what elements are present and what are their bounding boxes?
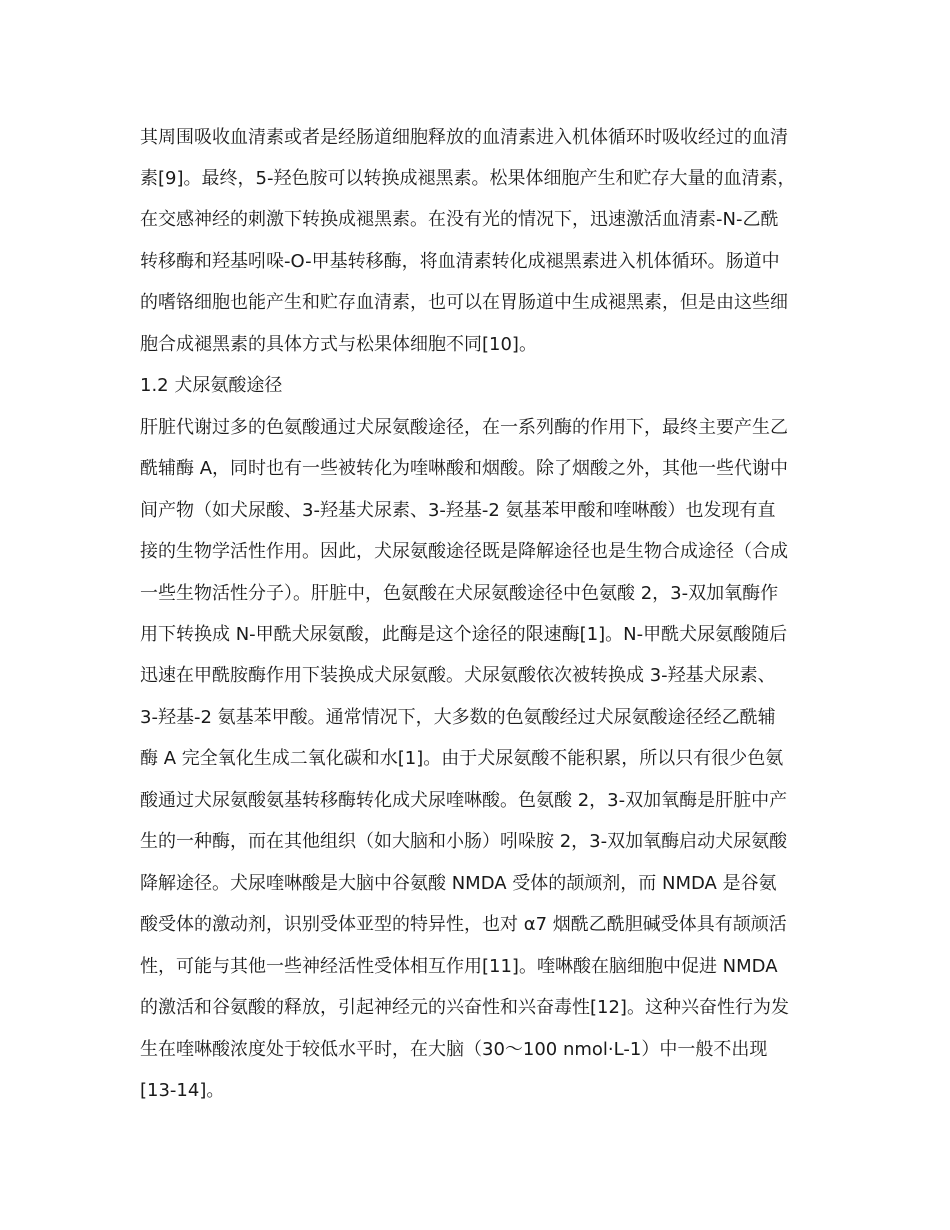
text-line: 胞合成褪黑素的具体方式与松果体细胞不同[10]。 <box>140 334 537 355</box>
text-line: 性，可能与其他一些神经活性受体相互作用[11]。喹啉酸在脑细胞中促进 NMDA <box>140 956 778 977</box>
text-line: 的嗜铬细胞也能产生和贮存血清素，也可以在胃肠道中生成褪黑素，但是由这些细 <box>140 292 788 313</box>
text-line: 酰辅酶 A，同时也有一些被转化为喹啉酸和烟酸。除了烟酸之外，其他一些代谢中 <box>140 458 789 479</box>
text-line: 其周围吸收血清素或者是经肠道细胞释放的血清素进入机体循环时吸收经过的血清 <box>140 127 788 148</box>
text-line: 肝脏代谢过多的色氨酸通过犬尿氨酸途径，在一系列酶的作用下，最终主要产生乙 <box>140 417 788 438</box>
text-line: 迅速在甲酰胺酶作用下装换成犬尿氨酸。犬尿氨酸依次被转换成 3-羟基犬尿素、 <box>140 665 776 686</box>
text-line: [13-14]。 <box>140 1080 225 1101</box>
text-line: 一些生物活性分子）。肝脏中，色氨酸在犬尿氨酸途径中色氨酸 2，3-双加氧酶作 <box>140 583 779 604</box>
text-line: 的激活和谷氨酸的释放，引起神经元的兴奋性和兴奋毒性[12]。这种兴奋性行为发 <box>140 997 789 1018</box>
section-heading: 1.2 犬尿氨酸途径 <box>140 375 283 396</box>
text-line: 3-羟基-2 氨基苯甲酸。通常情况下，大多数的色氨酸经过犬尿氨酸途径经乙酰辅 <box>140 707 776 728</box>
text-line: 转移酶和羟基吲哚-O-甲基转移酶，将血清素转化成褪黑素进入机体循环。肠道中 <box>140 251 780 272</box>
text-line: 间产物（如犬尿酸、3-羟基犬尿素、3-羟基-2 氨基苯甲酸和喹啉酸）也发现有直 <box>140 500 776 521</box>
text-line: 酶 A 完全氧化生成二氧化碳和水[1]。由于犬尿氨酸不能积累，所以只有很少色氨 <box>140 748 784 769</box>
text-line: 生在喹啉酸浓度处于较低水平时，在大脑（30～100 nmol·L-1）中一般不出现 <box>140 1039 768 1060</box>
text-line: 酸通过犬尿氨酸氨基转移酶转化成犬尿喹啉酸。色氨酸 2，3-双加氧酶是肝脏中产 <box>140 790 788 811</box>
text-line: 酸受体的激动剂，识别受体亚型的特异性，也对 α7 烟酰乙酰胆碱受体具有颉颃活 <box>140 914 787 935</box>
text-line: 素[9]。最终，5-羟色胺可以转换成褪黑素。松果体细胞产生和贮存大量的血清素， <box>140 168 796 189</box>
text-line: 用下转换成 N-甲酰犬尿氨酸，此酶是这个途径的限速酶[1]。N-甲酰犬尿氨酸随后 <box>140 624 788 645</box>
text-line: 在交感神经的刺激下转换成褪黑素。在没有光的情况下，迅速激活血清素-N-乙酰 <box>140 209 779 230</box>
text-line: 生的一种酶，而在其他组织（如大脑和小肠）吲哚胺 2，3-双加氧酶启动犬尿氨酸 <box>140 831 788 852</box>
text-line: 降解途径。犬尿喹啉酸是大脑中谷氨酸 NMDA 受体的颉颃剂，而 NMDA 是谷氨 <box>140 873 777 894</box>
text-line: 接的生物学活性作用。因此，犬尿氨酸途径既是降解途径也是生物合成途径（合成 <box>140 541 788 562</box>
